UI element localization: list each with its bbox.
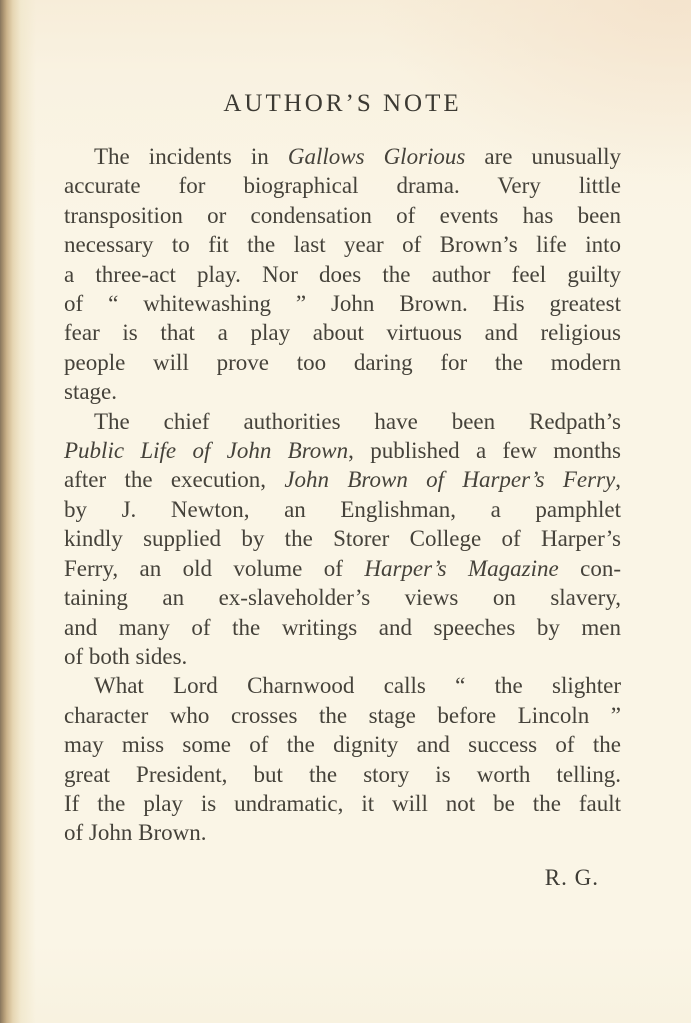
text-segment: necessary to fit the last year of Brown’s life into bbox=[64, 232, 621, 258]
page-title: AUTHOR’S NOTE bbox=[223, 90, 462, 117]
text-segment: character who crosses the stage before Lincoln ” bbox=[64, 702, 621, 728]
text-line bbox=[64, 730, 621, 759]
text-line bbox=[64, 554, 621, 583]
page-content bbox=[64, 90, 621, 891]
text-segment: con- bbox=[558, 555, 621, 581]
text-line bbox=[64, 260, 621, 289]
text-segment: fear is that a play about virtuous and religious bbox=[64, 320, 621, 346]
text-line bbox=[64, 465, 621, 494]
text-segment: of John Brown. bbox=[64, 820, 207, 846]
text-segment: What Lord Charnwood calls “ the slighter bbox=[94, 673, 621, 699]
text-segment: Ferry, an old volume of bbox=[64, 555, 365, 581]
italic-title-text: Harper’s Magazine bbox=[364, 555, 559, 581]
paragraph bbox=[64, 407, 621, 672]
text-segment: a three-act play. Nor does the author feel guilty bbox=[64, 261, 621, 287]
text-line bbox=[64, 201, 621, 230]
text-line bbox=[64, 642, 621, 671]
text-segment: kindly supplied by the Storer College of Harper’s bbox=[64, 526, 621, 552]
text-segment: and many of the writings and speeches by men bbox=[64, 614, 621, 640]
text-line bbox=[64, 613, 621, 642]
text-segment: taining an ex-slaveholder’s views on slavery, bbox=[64, 585, 621, 611]
text-segment: transposition or condensation of events has been bbox=[64, 202, 621, 228]
paragraph bbox=[64, 142, 621, 407]
text-line bbox=[64, 407, 621, 436]
text-segment: may miss some of the dignity and success of the bbox=[64, 732, 621, 758]
text-line bbox=[64, 230, 621, 259]
text-segment: accurate for biographical drama. Very little bbox=[64, 173, 621, 199]
text-line bbox=[64, 142, 621, 171]
page-body bbox=[64, 142, 621, 848]
text-line bbox=[64, 760, 621, 789]
text-line bbox=[64, 348, 621, 377]
text-line bbox=[64, 318, 621, 347]
text-segment: stage. bbox=[64, 379, 118, 405]
text-line bbox=[64, 495, 621, 524]
paragraph bbox=[64, 671, 621, 847]
italic-title-text: John Brown of Harper’s Ferry bbox=[284, 467, 616, 493]
text-line bbox=[64, 436, 621, 465]
text-segment: , bbox=[615, 467, 621, 493]
text-line bbox=[64, 171, 621, 200]
italic-title-text: Public Life of John Brown bbox=[64, 438, 349, 464]
text-line bbox=[64, 701, 621, 730]
author-initials: R. G. bbox=[544, 864, 599, 890]
text-line bbox=[64, 377, 621, 406]
text-segment: The chief authorities have been Redpath’s bbox=[94, 408, 621, 434]
text-segment: by J. Newton, an Englishman, a pamphlet bbox=[64, 496, 621, 522]
text-segment: , published a few months bbox=[348, 438, 622, 464]
text-line bbox=[64, 289, 621, 318]
text-line bbox=[64, 583, 621, 612]
text-segment: If the play is undramatic, it will not be the fault bbox=[64, 790, 621, 816]
text-segment: of “ whitewashing ” John Brown. His greatest bbox=[64, 291, 621, 317]
text-line bbox=[64, 671, 621, 700]
text-segment: people will prove too daring for the modern bbox=[64, 349, 621, 375]
text-segment: of both sides. bbox=[64, 643, 188, 669]
text-line bbox=[64, 524, 621, 553]
text-segment: The incidents in bbox=[94, 144, 288, 169]
text-segment: great President, but the story is worth telling. bbox=[64, 761, 621, 787]
text-line bbox=[64, 818, 621, 847]
text-segment: after the execution, bbox=[64, 467, 285, 493]
text-line bbox=[64, 789, 621, 818]
text-segment: are unusually bbox=[465, 144, 621, 169]
italic-title-text: Gallows Glorious bbox=[287, 144, 466, 169]
